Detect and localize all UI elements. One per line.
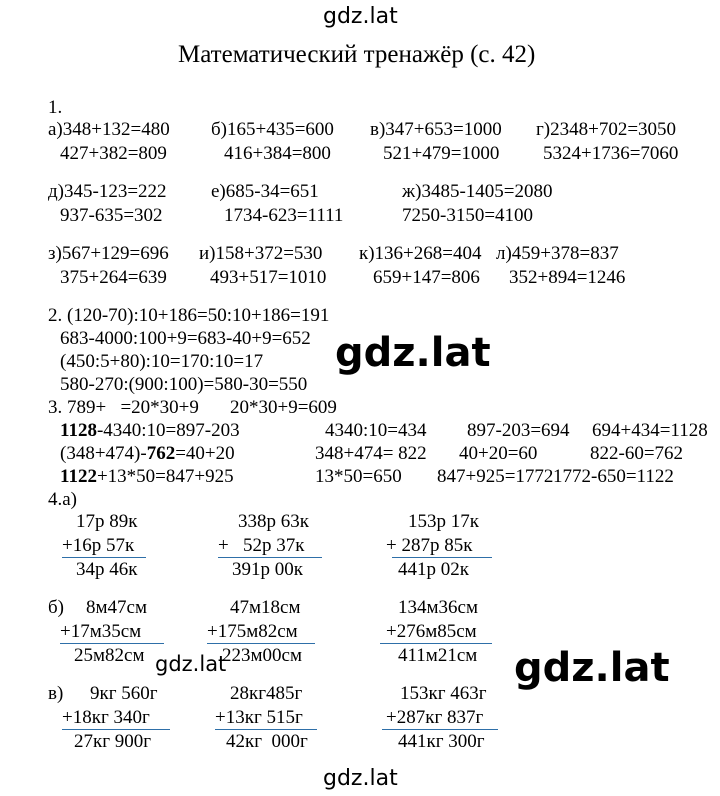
task1-zh-line2: 7250-3150=4100 [402, 205, 534, 226]
task2-line2: 683-4000:100+9=683-40+9=652 [60, 328, 311, 349]
task4-v3-underline [382, 729, 498, 730]
watermark-center: gdz.lat [335, 330, 491, 376]
task4-a2-mid: + 52р 37к [218, 535, 305, 556]
task3-line3-answer: 762 [146, 443, 176, 464]
task1-k-line2: 659+147=806 [373, 267, 480, 288]
task3-line4-calc2: 847+925=1772 [437, 466, 554, 487]
task3-line3-text2: =40+20 [175, 443, 235, 464]
task1-g-line2: 5324+1736=7060 [543, 143, 679, 164]
task4-v2-top: 28кг485г [230, 683, 303, 704]
task4-a-label: 4.а) [48, 489, 78, 510]
task4-a1-mid: +16р 57к [62, 535, 135, 556]
task4-v3-result: 441кг 300г [398, 731, 485, 752]
task4-b1-top: 8м47см [86, 597, 147, 618]
task1-d-line1: д)345-123=222 [48, 181, 167, 202]
task4-v3-top: 153кг 463г [400, 683, 487, 704]
task1-v-line1: в)347+653=1000 [370, 119, 502, 140]
task1-e-line1: е)685-34=651 [211, 181, 319, 202]
task4-a1-underline [62, 557, 146, 558]
task1-l-line2: 352+894=1246 [509, 267, 626, 288]
task1-b-line1: б)165+435=600 [211, 119, 334, 140]
task4-b1-underline [60, 643, 164, 644]
task1-e-line2: 1734-623=1111 [224, 205, 344, 226]
task3-line4-answer: 1122 [60, 466, 97, 487]
task4-a2-underline [218, 557, 322, 558]
task4-a2-top: 338р 63к [238, 511, 309, 532]
task4-v1-top: 9кг 560г [90, 683, 158, 704]
task1-l-line1: л)459+378=837 [496, 243, 619, 264]
task3-line2 [60, 420, 240, 442]
task1-b-line2: 416+384=800 [224, 143, 331, 164]
task3-line3-text1: (348+474)- [60, 443, 147, 464]
task4-a3-result: 441р 02к [398, 559, 469, 580]
task4-b2-top: 47м18см [230, 597, 301, 618]
task4-v2-underline [215, 729, 317, 730]
task1-i-line1: и)158+372=530 [199, 243, 323, 264]
task3-line4 [60, 466, 234, 488]
task4-v2-result: 42кг 000г [226, 731, 308, 752]
task4-b3-underline [380, 643, 492, 644]
task4-v3-mid: +287кг 837г [386, 707, 484, 728]
task4-a2-result: 391р 00к [232, 559, 303, 580]
task4-a3-mid: + 287р 85к [386, 535, 473, 556]
watermark-top: gdz.lat [323, 4, 398, 29]
task3-line3-calc3: 822-60=762 [590, 443, 684, 464]
task1-z-line2: 375+264=639 [60, 267, 167, 288]
task4-b2-mid: +175м82см [207, 621, 298, 642]
task1-a-line2: 427+382=809 [60, 143, 167, 164]
task1-g-line1: г)2348+702=3050 [536, 119, 677, 140]
task1-i-line2: 493+517=1010 [210, 267, 327, 288]
task2-line1: 2. (120-70):10+186=50:10+186=191 [48, 305, 330, 326]
task3-line3-calc1: 348+474= 822 [315, 443, 427, 464]
task1-a-line1: а)348+132=480 [48, 119, 170, 140]
page-title: Математический тренажёр (с. 42) [178, 41, 536, 68]
watermark-small: gdz.lat [155, 652, 227, 676]
task4-b3-result: 411м21см [398, 645, 478, 666]
task4-v1-result: 27кг 900г [74, 731, 152, 752]
task2-line4: 580-270:(900:100)=580-30=550 [60, 374, 308, 395]
task4-b2-underline [207, 643, 315, 644]
task3-line4-text: +13*50=847+925 [96, 466, 234, 487]
task4-b-label: б) [48, 597, 64, 618]
watermark-bottom: gdz.lat [323, 766, 398, 791]
task4-b3-top: 134м36см [398, 597, 478, 618]
task1-d-line2: 937-635=302 [60, 205, 163, 226]
task4-b1-mid: +17м35см [60, 621, 142, 642]
task1-zh-line1: ж)3485-1405=2080 [402, 181, 553, 202]
task3-line4-calc1: 13*50=650 [315, 466, 402, 487]
task4-b3-mid: +276м85см [386, 621, 477, 642]
task4-a1-top: 17р 89к [76, 511, 138, 532]
task4-v2-mid: +13кг 515г [215, 707, 303, 728]
task3-line3 [60, 443, 235, 465]
task4-b2-result: 223м00см [222, 645, 302, 666]
watermark-right: gdz.lat [514, 645, 670, 691]
task3-line4-calc3: 1772-650=1122 [553, 466, 674, 487]
task3-line2-calc2: 897-203=694 [467, 420, 570, 441]
task4-a3-top: 153р 17к [408, 511, 479, 532]
task3-line2-text: -4340:10=897-203 [96, 420, 240, 441]
task4-v1-mid: +18кг 340г [62, 707, 150, 728]
task4-v1-underline [62, 729, 170, 730]
task4-b1-result: 25м82см [74, 645, 145, 666]
task4-a3-underline [392, 557, 492, 558]
task3-line2-answer: 1128 [60, 420, 97, 441]
task1-z-line1: з)567+129=696 [48, 243, 169, 264]
task1-v-line2: 521+479=1000 [383, 143, 500, 164]
task3-line1-calc: 20*30+9=609 [230, 397, 337, 418]
task2-line3: (450:5+80):10=170:10=17 [60, 351, 264, 372]
task3-line1: 3. 789+ =20*30+9 [48, 397, 199, 418]
task3-line3-calc2: 40+20=60 [459, 443, 538, 464]
task4-a1-result: 34р 46к [76, 559, 138, 580]
task4-v-label: в) [48, 683, 64, 704]
task1-label: 1. [48, 97, 63, 118]
task1-k-line1: к)136+268=404 [359, 243, 482, 264]
task3-line2-calc1: 4340:10=434 [325, 420, 427, 441]
task3-line2-calc3: 694+434=1128 [592, 420, 708, 441]
